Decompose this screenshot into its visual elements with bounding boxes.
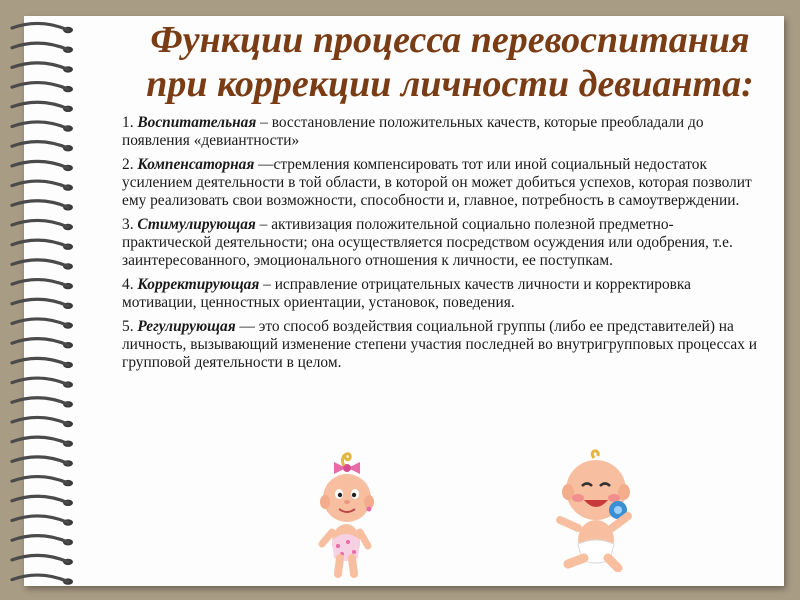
page-title xyxy=(120,18,780,106)
spiral-ring xyxy=(12,63,68,70)
item-number: 3. xyxy=(122,216,138,233)
spiral-ring xyxy=(12,437,68,444)
spiral-ring xyxy=(12,378,68,385)
spiral-ring xyxy=(12,280,68,287)
title-line-2: при коррекции личности девианта: xyxy=(146,63,754,105)
title-line-1: Функции процесса перевоспитания xyxy=(150,19,750,61)
spiral-ring xyxy=(12,161,68,168)
spiral-ring xyxy=(12,319,68,326)
item-keyword: Стимулирующая xyxy=(137,216,256,233)
spiral-ring xyxy=(12,220,68,227)
spiral-ring xyxy=(12,122,68,129)
list-item xyxy=(122,216,762,270)
functions-list xyxy=(122,114,762,378)
spiral-ring xyxy=(12,142,68,149)
item-text: —стремления компенсировать тот или иной социальный недостаток усилением деятельности в той области, в которой он может добиться успехов, которая позволит ему реализовать свои возможности, способности и, главное, потребность в самоутверждении. xyxy=(122,156,752,209)
spiral-ring xyxy=(12,102,68,109)
item-number: 1. xyxy=(122,114,138,131)
spiral-ring xyxy=(12,260,68,267)
spiral-ring xyxy=(12,575,68,582)
item-number: 4. xyxy=(122,276,138,293)
spiral-ring xyxy=(12,43,68,50)
item-keyword: Корректирующая xyxy=(137,276,260,293)
item-keyword: Компенсаторная xyxy=(137,156,255,173)
item-keyword: Воспитательная xyxy=(137,114,257,131)
item-number: 2. xyxy=(122,156,138,173)
spiral-ring xyxy=(12,477,68,484)
spiral-ring xyxy=(12,358,68,365)
baby-with-pacifier-illustration xyxy=(548,448,644,572)
spiral-ring xyxy=(12,398,68,405)
item-number: 5. xyxy=(122,318,138,335)
list-item xyxy=(122,114,762,150)
spiral-ring xyxy=(12,457,68,464)
item-text: — это способ воздействия социальной группы (либо ее представителей) на личность, вызывающий изменение степени участия последней во внутригрупповых процессах и групповой деятельности в целом. xyxy=(122,318,758,371)
spiral-ring xyxy=(12,536,68,543)
baby-girl-illustration xyxy=(308,448,386,580)
spiral-ring xyxy=(12,240,68,247)
list-item xyxy=(122,276,762,312)
spiral-ring xyxy=(12,516,68,523)
list-item xyxy=(122,156,762,210)
list-item xyxy=(122,318,762,372)
spiral-ring xyxy=(12,555,68,562)
item-text: – восстановление положительных качеств, которые преобладали до появления «девиантности» xyxy=(122,114,704,149)
spiral-ring xyxy=(12,23,68,30)
spiral-ring xyxy=(12,339,68,346)
spiral-ring xyxy=(12,417,68,424)
spiral-ring xyxy=(12,496,68,503)
spiral-ring xyxy=(12,299,68,306)
spiral-ring xyxy=(12,83,68,90)
item-text: – активизация положительной социально полезной предметно-практической деятельности; она осуществляется посредством осуждения или одобрения, т.е. заинтересованного, эмоционального отношения к личности, ее поступкам. xyxy=(122,216,733,269)
spiral-ring xyxy=(12,201,68,208)
item-text: – исправление отрицательных качеств личности и корректировка мотивации, ценностных ориентации, установок, поведения. xyxy=(122,276,691,311)
spiral-ring xyxy=(12,181,68,188)
item-keyword: Регулирующая xyxy=(137,318,236,335)
spiral-binding xyxy=(6,16,86,596)
